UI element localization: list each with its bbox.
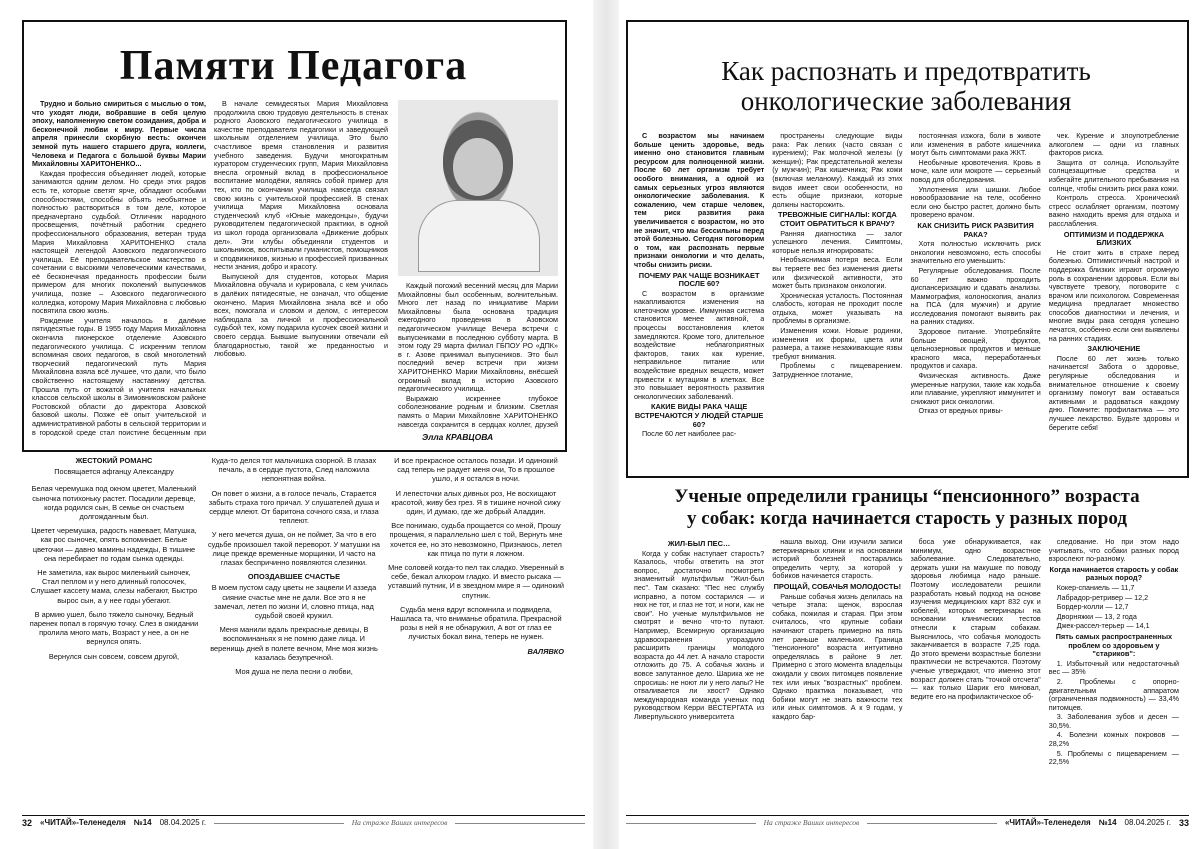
- paragraph: следование. Но при этом надо учитывать, что собаки разных пород взрослеют по-разному.: [1048, 538, 1179, 564]
- dogs-col-3: [911, 538, 1041, 808]
- paragraph: чек. Курение и злоупотребление алкоголем — одни из главных факторов риска.: [1048, 132, 1179, 158]
- footer-rule: [455, 823, 585, 824]
- paper-name: «ЧИТАЙ»-Теленеделя: [40, 818, 126, 827]
- footer-rule: [626, 823, 756, 824]
- poem-column-1: [28, 456, 200, 806]
- poem-column-2: [206, 456, 382, 806]
- poem-dedication: Посвящается афганцу Александру: [54, 467, 174, 477]
- list-item: Кокер-спаниель — 11,7: [1056, 582, 1135, 592]
- paragraph: Когда у собак наступает старость? Казалось, чтобы ответить на этот вопрос, достаточно посмотреть знаменитый мультфильм "Жил-был пес". Там сказано: "Пес нес службу исправно, а потом состарился — и нюх не тот, и глаз не тот, и ноги, как не свои". Но ученые мультфильмов не смотрят и вечно что-то путают. Например, Всемирную организацию здравоохранения угораздило расширить границы молодого возраста до 44 лет. А начало старости отложить до 75. А собачья жизнь и вовсе запутанное дело. Шарика же не спросишь: не ноют ли у него лапы? Не отваливается ли хвост? Однако международная команда ученых под руководством Керри ВЕСТЕРГАТА из Ливерпульского университета: [634, 548, 765, 721]
- page-number: 32: [22, 818, 33, 828]
- paragraph: нашла выход. Они изучили записи ветеринарных клиник и на основании историй болезней постарались определить черту, за которой у бобиков начинается старость.: [772, 538, 903, 581]
- page-number: 33: [1178, 818, 1189, 828]
- health-columns: [634, 132, 1179, 466]
- list-item: Здоровое питание. Употребляйте больше овощей, фруктов, цельнозерновых продуктов и меньше красного мяса, переработанных продуктов и сахара.: [910, 327, 1041, 371]
- section-heading: КАК СНИЗИТЬ РИСК РАЗВИТИЯ РАКА?: [917, 220, 1034, 239]
- dogs-col-1: [634, 538, 764, 808]
- list-item: Дворняжки — 13, 2 года: [1056, 611, 1137, 621]
- poem-stanza: Не заметила, как вырос миленький сыночек, Стал пеплом и у него длинный голосочек, Слушает кассету мама, слезы набегают, Быстро вырос сын, а у нее годы убегают.: [30, 568, 198, 605]
- list-item: Изменения кожи. Новые родинки, изменения их формы, цвета или размера, а также незаживающие язвы требуют внимания.: [772, 326, 903, 361]
- paragraph: С возрастом в организме накапливаются изменения на клеточном уровне. Иммунная система становится менее активной, а процессы восстановления клеток замедляются. Кроме того, длительное воздействие неблагоприятных факторов, таких как курение, неправильное питание или воздействие вредных веществ, может привести к мутациям в клетках. Все это повышает вероятность развития онкологических заболеваний.: [634, 288, 765, 401]
- list-item: Хроническая усталость. Постоянная слабость, которая не проходит после отдыха, может указывать на проблемы в организме.: [772, 290, 903, 326]
- page-footer-left: [22, 815, 585, 830]
- paragraph: Выражаю искреннее глубокое соболезнование родным и близким. Светлая память о Марии Михайловне ХАРИТОНЕНКО навсегда сохранится в сердцах коллег, друзей: [398, 393, 558, 429]
- section-heading: ПОЧЕМУ РАК ЧАЩЕ ВОЗНИКАЕТ ПОСЛЕ 60?: [638, 270, 760, 289]
- poem-stanza: Все понимаю, судьба прощается со мной, Прошу прощения, я параллельно шел с той, Вернуть мне хочется ее, но это невозможно, Признаюсь, летел как птица по пути я ложном.: [389, 521, 563, 558]
- paragraph: Рождение учителя началось в далёкие пятидесятые годы. В 1955 году Мария Михайловна окончила пионерское отделение Азовского педагогического училища. С искренним теплом вспоминая своих педагогов, в свой многолетний творческий педагогический путь Мария Михайловна взяла всё лучшее, что дали, что было свойственно настоящему наставнику детства. Прошла путь от вожатой и учителя начальных классов сельской школы в Зимовниковском районе Ростовской области до директора Азовской базовой школы. Позже её опыт учительской и административной работы в сельской территории и в городской среде стал поистине бесценным при: [32, 315, 206, 436]
- paragraph: В начале семидесятых Мария Михайловна продолжила свою трудовую деятельность в стенах родного Азовского педагогического училища в качестве преподавателя педагогики и заведующей школьным отделением училища. Это было счастливое время становления и развития учебного заведения. Будучи многократным куратором студенческих групп, Мария Михайловна внесла огромный вклад в профессиональное воспитание молодёжи, являясь собой пример для тех, кто по окончании училища навсегда связал свою жизнь с учительской профессией. В стенах училища Мария Михайловна основала студенческий клуб «Юные македонцы», будучи руководителем педагогической практики, в одной из школ города организовала «Движение добрых дел». Эти клубы объединяли студентов и школьников, воспитывали гуманистов, помощников и сподвижников, жизнью и профессией призванных нести знания, добро и красоту.: [214, 100, 388, 272]
- footer-rule: [867, 823, 997, 824]
- footer-rule: [214, 823, 344, 824]
- poem-column-3: [388, 456, 564, 806]
- section-heading: Пять самых распространенных проблем со здоровьем у "стариков":: [1055, 631, 1173, 659]
- issue-number: №14: [1098, 818, 1117, 827]
- list-item: Контроль стресса. Хронический стресс ослабляет организм, поэтому важно находить время для отдыха и расслабления.: [1048, 193, 1179, 228]
- footer-slogan: На страже Ваших интересов: [351, 818, 448, 827]
- lead-text: Трудно и больно смириться с мыслью о том, что уходят люди, вобравшие в себя целую эпоху, наполненную светом созидания, добра и бесконечной любви к миру. Первые числа апреля принесли скорбную весть: окончен земной путь нашего старшего друга, коллеги, Человека и Педагога с большой буквы Марии Михайловны ХАРИТОНЕНКО...: [32, 100, 206, 169]
- article-title: Как распознать и предотвратить онкологические заболевания: [721, 56, 1091, 116]
- paper-name: «ЧИТАЙ»-Теленеделя: [1004, 818, 1091, 827]
- poem-stanza: В армию ушел, было тяжело сыночку, Бедный паренек попал в горячую точку. Слез в ожидании пролила много мать, Возраст у нее, а он не вернулся опять.: [29, 609, 199, 647]
- photo-body: [418, 200, 540, 272]
- list-item: Отказ от вредных привы-: [918, 406, 1003, 416]
- health-col-1: [634, 132, 764, 466]
- paragraph: Ранняя диагностика — залог успешного лечения. Симптомы, которые нельзя игнорировать:: [772, 228, 903, 255]
- right-page: [626, 20, 1189, 830]
- poem-stanza: И лепесточки алых дивных роз, Не восхищают красотой, живу без грез. Я в тишине ночной сижу один, И думаю, где же добрый Аладдин.: [391, 488, 561, 517]
- list-item: Необычные кровотечения. Кровь в моче, кале или мокроте — серьезный повод для обследования.: [910, 157, 1041, 184]
- poem-stanza: В моем пустом саду цветы не зацвели И аззеда сияние счастье мне не дали. Все это я не замечал, летел по жизни И, словно птица, над судьбой своей кружил.: [211, 583, 377, 621]
- list-item: Лабрадор-ретривер — 12,2: [1056, 592, 1149, 602]
- health-col-2: [772, 132, 902, 466]
- poem-title: ЖЕСТОКИЙ РОМАНС: [75, 456, 153, 465]
- poem-stanza: У него мечется душа, он не поймет, За что в его судьбе произошел такой переворот. У матушки на лице прежде временные морщинки, И часто на глазах беспричинно появляются слезинки.: [207, 530, 381, 568]
- article-title: Памяти Педагога: [119, 43, 468, 89]
- poem-stanza: Куда-то делся тот мальчишка озорной. В глазах печаль, а в сердце пустота, След наложила непонятная война.: [211, 456, 377, 484]
- poem-stanza: Моя душа не пела песни о любви,: [235, 667, 353, 677]
- left-page: [22, 20, 585, 830]
- list-item: 2. Проблемы с опорно-двигательным аппаратом (ограниченная подвижность) — 33,4% питомцев.: [1048, 676, 1179, 712]
- list-item: Бордер-колли — 12,7: [1056, 602, 1129, 612]
- section-heading: ОПТИМИЗМ И ПОДДЕРЖКА БЛИЗКИХ: [1063, 229, 1165, 248]
- photo-face: [453, 138, 503, 196]
- poem-stanza: И все прекрасное осталось позади. И одинокий сад теперь не радует меня очи, То в прошлое ушло, и я остался в ночи.: [394, 456, 558, 484]
- list-item: Джек-рассел-терьер — 14,1: [1056, 621, 1150, 631]
- paragraph: Раньше собачья жизнь делилась на четыре этапа: щенок, взрослая собака, пожилая и старая. При этом считалось, что крупные собаки начинают стареть примерно на пять лет раньше маленьких. Граница "пенсионного" возраста интуитивно определялась в районе 9 лет. Примерно с этого момента владельцы ожидали у своих питомцев появление тех или иных "возрастных" проблем. Однако практика показывает, что бобики могут не знать важности тех или иных симптомов. А к 9 годам, у каждого бар-: [772, 591, 903, 721]
- list-item: 4. Болезни кожных покровов — 28,2%: [1048, 730, 1179, 749]
- list-item: 3. Заболевания зубов и десен — 30,5%.: [1048, 712, 1179, 730]
- poem-stanza: Он повет о жизни, а в голосе печаль, Старается забыть страха того причал. У слушателей душа и сердце млеют. От баритона сочного сяза, и глаза теплеют.: [208, 488, 380, 526]
- section-heading: ЗАКЛЮЧЕНИЕ: [1087, 344, 1141, 354]
- footer-slogan: На страже Ваших интересов: [763, 818, 860, 827]
- paragraph: После 60 лет наиболее рас-: [642, 429, 737, 439]
- health-col-4: [1049, 132, 1179, 466]
- list-item: Уплотнения или шишки. Любое новообразование на теле, особенно если оно быстро растет, должно быть проверено врачом.: [910, 184, 1041, 220]
- paragraph: Не стоит жить в страхе перед болезнью. Оптимистичный настрой и поддержка близких играют огромную роль в сохранении здоровья. Если вы чувствуете тревогу, поговорите с врачом или психологом. Современная медицина предлагает множество способов диагностики и лечения, и многие виды рака сегодня успешно лечатся, особенно если они выявлены на ранних стадиях.: [1048, 247, 1179, 343]
- memorial-col-2: [214, 100, 388, 436]
- poem-stanza: Цветет черемушка, радость навевает, Матушка, как рос сыночек, опять вспоминает. Белые цветочки — давно мамины надежды, В тишине она перебирает по годам сынка одежды.: [31, 526, 197, 563]
- dogs-columns: [634, 538, 1179, 808]
- list-item: Регулярные обследования. После 60 лет важно проходить диспансеризацию и сдавать анализы. Маммография, колоноскопия, анализ на ПСА (для мужчин) и другие исследования помогают выявить рак на ранних стадиях.: [910, 265, 1041, 327]
- dogs-col-2: [772, 538, 902, 808]
- paragraph: После 60 лет жизнь только начинается! Забота о здоровье, регулярные обследования и внимательное отношение к своему организму помогут вам оставаться активными и радоваться каждому дню. Помните: профилактика — это лучшее лекарство. Будьте здоровы и берегите себя!: [1048, 353, 1179, 432]
- list-item: 1. Избыточный или недостаточный вес — 35%: [1048, 658, 1179, 677]
- page-footer-right: [626, 815, 1189, 830]
- issue-number: №14: [133, 818, 152, 827]
- paragraph: Каждая профессия объединяет людей, которые занимаются одним делом. Но среди этих рядов есть те, которые светят ярче, обладают особыми способностями, способны объять необъятное и полностью раствориться в том деле, которое предначертано судьбой. Отличник народного просвещения, почётный работник среднего профессионального образования, ветеран труда Мария Михайловна ХАРИТОНЕНКО стала настоящей легендой Азовского педагогического училища. Её преподавательское мастерство в сочетании с высокими человеческими качествами, её бесконечная преданность профессии были примером для многих поколений выпускников училища, позже – Азовского педагогического колледжа, которому Мария Михайловна с любовью посвятила свою жизнь.: [32, 168, 206, 316]
- memorial-col-3: [398, 282, 558, 430]
- poem-stanza: Меня манили вдаль прекрасные девицы, В воспоминаньях я не помню даже лица. И веренищь дней в полете вечном, Мне моя жизнь казалась безупречной.: [210, 625, 378, 662]
- list-item: Физическая активность. Даже умеренные нагрузки, такие как ходьба или плавание, укрепляют иммунитет и снижают риск онкологии.: [910, 371, 1041, 406]
- memorial-columns: [32, 100, 388, 436]
- issue-date: 08.04.2025 г.: [1124, 818, 1171, 827]
- section-heading: ПРОЩАЙ, СОБАЧЬЯ МОЛОДОСТЬ!: [773, 581, 902, 591]
- poem-stanza: Судьба меня вдруг вспомнила и подвидела, Нашласа та, что вниманье обратила. Прекрасной розы в ней я не обнаружил, А вот от глаз ее лучистых бокал вина, теперь не нужен.: [390, 604, 562, 642]
- poem-author: ВАЛЯВКО: [527, 646, 564, 656]
- paragraph: Хотя полностью исключить риск онкологии невозможно, есть способы значительно его уменьшить:: [910, 239, 1041, 266]
- portrait-photo: [398, 100, 558, 276]
- paragraph: Выпускной для студентов, которых Мария Михайловна обучала и курировала, с кем училась в далёких пятидесятые, не означал, что общение окончено. Мария Михайловна знала всё и обо всех, помогала и словом и делом, с интересом наблюдала за личной и профессиональной судьбой тех, кому подарила кусочек своей жизни и своего сердца. Бывшие выпускники отвечали ей благодарностью, такой же преданностью и любовью.: [214, 271, 388, 359]
- section-heading: КАКИЕ ВИДЫ РАКА ЧАЩЕ ВСТРЕЧАЮТСЯ У ЛЮДЕЙ СТАРШЕ 60?: [634, 402, 764, 429]
- section-heading: ТРЕВОЖНЫЕ СИГНАЛЫ: КОГДА СТОИТ ОБРАТИТЬСЯ К ВРАЧУ?: [777, 210, 897, 228]
- poem-stanza: Мне соловей когда-то пел так сладко. Уверенный в себе, бежал алхором гладко. И вместо рысака — уставший путник, И в звездном мире я — одинокий спутник.: [388, 563, 564, 600]
- section-heading: Когда начинается старость у собак разных пород?: [1049, 564, 1179, 583]
- list-item: Проблемы с пищеварением. Затрудненное глотание,: [772, 361, 903, 380]
- list-item: 5. Проблемы с пищеварением — 22,5%: [1048, 748, 1179, 767]
- section-heading: ЖИЛ-БЫЛ ПЕС…: [667, 539, 731, 548]
- health-col-3: [911, 132, 1041, 466]
- poem-stanza: Белая черемушка под окном цветет, Маленький сыночка потихоньку растет. Посадили деревце, когда родился сын, В семье он счастьем долгожданным был.: [31, 484, 197, 522]
- poem-stanza: Вернулся сын совсем, совсем другой,: [48, 651, 180, 661]
- paragraph: постоянная изжога, боли в животе или изменения в работе кишечника могут быть симптомами рака ЖКТ.: [910, 132, 1041, 158]
- paragraph: боса уже обнаруживается, как минимум, одно возрастное заболевание. Следовательно, держать ушки на макушке по поводу здоровья любимца надо раньше. Поэтому исследователи решили разработать новый подход на основе изучения медицинских карт 832 сук и кобелей, которых ветеринары на основании клинических тестов отнесли к старым собакам. Выяснилось, что собачья молодость заканчивается в возрасте 7,25 года. До этого времени возрастные болезни практически не встречаются. Поэтому ученые утверждают, что именно этот возраст должен стать "точкой отсчета" — как только Шарик его миновал, ведите его на профилактическое об-: [910, 538, 1041, 701]
- poem-title: ОПОЗДАВШЕЕ СЧАСТЬЕ: [247, 572, 341, 582]
- dogs-title-line-1: Ученые определили границы “пенсионного” возраста: [674, 486, 1140, 507]
- list-item: Необъяснимая потеря веса. Если вы теряете вес без изменения диеты или физической активности, это может быть признаком онкологии.: [772, 255, 903, 291]
- page-gutter: [593, 0, 619, 849]
- article-author: Элла КРАВЦОВА: [422, 432, 494, 442]
- list-item: Защита от солнца. Используйте солнцезащитные средства и избегайте длительного пребывания на солнце, чтобы снизить риск рака кожи.: [1048, 157, 1179, 193]
- memorial-col-1: [32, 100, 206, 436]
- lead-text: С возрастом мы начинаем больше ценить здоровье, ведь именно оно становится главным ресурсом для полноценной жизни. После 60 лет организм требует особого внимания, а одной из самых серьезных угроз являются онкологические заболевания. К сожалению, чем старше человек, тем риск развития рака увеличивается с возрастом, но это не значит, что мы бессильны перед этой болезнью. Сегодня поговорим о том, как распознать первые признаки онкологии и что делать, чтобы снизить риски.: [634, 132, 765, 269]
- paragraph: Каждый погожий весенний месяц для Марии Михайловны был особенным, волнительным. Много лет назад по инициативе Марии Михайловны была основана традиция ежегодного проведения в Азовском педагогическом училище Вечера встречи с выпускниками в последнюю субботу марта. В этом году 29 марта филиал ГБПОУ РО «ДПК» в г. Азове принимал выпускников. Это был последний вечер встречи при жизни ХАРИТОНЕНКО Марии Михайловны, внёсшей огромный вклад в историю Азовского педагогического училища.: [398, 282, 558, 394]
- paragraph: пространены следующие виды рака: Рак легких (часто связан с курением); Рак молочной железы (у женщин); Рак предстательной железы (у мужчин); Рак кишечника; Рак кожи (включая меланому). Каждый из этих видов имеет свои особенности, но есть общие признаки, которые должны насторожить.: [772, 132, 903, 209]
- dogs-title-line-2: у собак: когда начинается старость у разных пород: [687, 508, 1127, 529]
- dogs-col-4: [1049, 538, 1179, 808]
- issue-date: 08.04.2025 г.: [159, 818, 207, 827]
